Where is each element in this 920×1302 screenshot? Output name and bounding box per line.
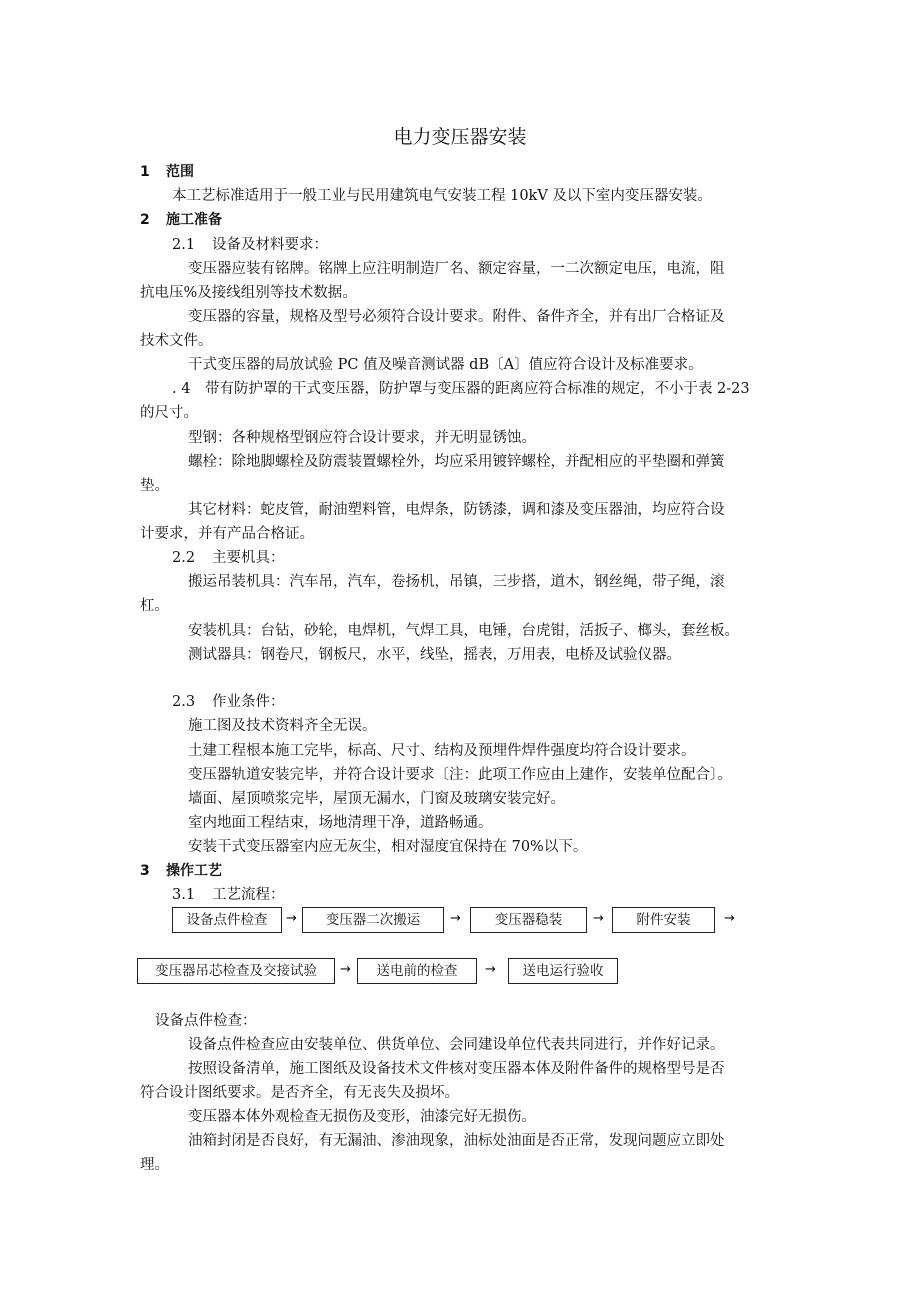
subsection-3-1	[172, 885, 285, 905]
document-title: 电力变压器安装	[393, 126, 527, 148]
section-3-heading	[140, 861, 222, 881]
paragraph-line: . 4 带有防护罩的干式变压器，防护罩与变压器的距离应符合标准的规定，不小于表 2-23	[172, 381, 750, 397]
paragraph-line: 抗电压%及接线组别等技术数据。	[140, 285, 357, 301]
subsection-2-2	[172, 548, 285, 568]
flow-arrow-icon: →	[485, 962, 496, 977]
paragraph-line: 变压器应装有铭牌。铭牌上应注明制造厂名、额定容量，一二次额定电压，电流，阻	[188, 261, 725, 277]
flow-step-accessory-install: 附件安装	[612, 907, 715, 933]
paragraph-line: 螺栓：除地脚螺栓及防震装置螺栓外，均应采用镀锌螺栓，并配相应的平垫圈和弹簧	[188, 454, 725, 470]
paragraph-line: 型钢：各种规格型钢应符合设计要求，并无明显锈蚀。	[188, 430, 536, 446]
paragraph-line: 测试器具：钢卷尺，钢板尺，水平，线坠，摇表，万用表，电桥及试验仪器。	[188, 647, 681, 663]
paragraph-line: 按照设备清单，施工图纸及设备技术文件核对变压器本体及附件备件的规格型号是否	[188, 1061, 725, 1077]
flow-arrow-icon: →	[593, 911, 604, 926]
subsection-2-1-number: 2.1	[172, 237, 196, 253]
paragraph-line: 土建工程根本施工完毕，标高、尺寸、结构及预埋件焊件强度均符合设计要求。	[188, 743, 696, 759]
paragraph-line: 杠。	[140, 598, 169, 614]
section-1-number: 1	[140, 164, 150, 180]
section-2-heading	[140, 210, 222, 230]
section-3-title: 操作工艺	[166, 863, 222, 879]
subsection-2-3	[172, 692, 285, 712]
paragraph-line: 变压器轨道安装完毕，并符合设计要求〔注：此项工作应由上建作，安装单位配合〕。	[188, 767, 732, 783]
paragraph-line: 变压器的容量，规格及型号必须符合设计要求。附件、备件齐全，并有出厂合格证及	[188, 309, 725, 325]
paragraph-line: 符合设计图纸要求。是否齐全，有无丧失及损坏。	[140, 1085, 459, 1101]
paragraph-line: 油箱封闭是否良好，有无漏油、渗油现象，油标处油面是否正常，发现问题应立即处	[188, 1133, 725, 1149]
subsection-2-2-label: 主要机具：	[212, 550, 285, 566]
flow-arrow-icon: →	[340, 962, 351, 977]
flow-arrow-icon: →	[286, 911, 297, 926]
paragraph-line: 计要求，并有产品合格证。	[140, 526, 314, 542]
paragraph-line: 技术文件。	[140, 333, 213, 349]
paragraph-line: 设备点件检查应由安装单位、供货单位、会同建设单位代表共同进行，并作好记录。	[188, 1037, 725, 1053]
subsection-2-3-label: 作业条件：	[212, 694, 285, 710]
flow-step-secondary-transport: 变压器二次搬运	[302, 907, 444, 933]
equipment-check-heading: 设备点件检查：	[155, 1013, 257, 1029]
section-2-number: 2	[140, 212, 150, 228]
paragraph-line: 变压器本体外观检查无损伤及变形，油漆完好无损伤。	[188, 1109, 536, 1125]
section-2-title: 施工准备	[166, 212, 222, 228]
flow-step-equipment-check: 设备点件检查	[172, 907, 282, 933]
flow-step-pre-energize-check: 送电前的检查	[357, 958, 477, 984]
subsection-2-2-number: 2.2	[172, 550, 196, 566]
flow-arrow-icon: →	[724, 911, 735, 926]
paragraph-line: 理。	[140, 1157, 169, 1173]
paragraph-line: 室内地面工程结束，场地清理干净，道路畅通。	[188, 815, 493, 831]
paragraph-line: 垫。	[140, 478, 169, 494]
flow-step-core-inspection-test: 变压器吊芯检查及交接试验	[137, 958, 335, 984]
paragraph-line: 干式变压器的局放试验 PC 值及噪音测试器 dB〔A〕值应符合设计及标准要求。	[188, 357, 703, 373]
paragraph-line: 搬运吊装机具：汽车吊，汽车，卷扬机，吊镇，三步搭，道木，钢丝绳，带子绳，滚	[188, 574, 725, 590]
section-1-text: 本工艺标准适用于一般工业与民用建筑电气安装工程 10kV 及以下室内变压器安装。	[172, 188, 712, 204]
flow-step-energize-acceptance: 送电运行验收	[508, 958, 618, 984]
section-1-heading	[140, 162, 194, 182]
flow-arrow-icon: →	[450, 911, 461, 926]
subsection-2-1	[172, 235, 328, 255]
paragraph-line: 的尺寸。	[140, 405, 198, 421]
paragraph-line: 墙面、屋顶喷浆完毕，屋顶无漏水，门窗及玻璃安装完好。	[188, 791, 565, 807]
section-1-title: 范围	[166, 164, 194, 180]
paragraph-line: 施工图及技术资料齐全无误。	[188, 718, 377, 734]
subsection-3-1-number: 3.1	[172, 887, 196, 903]
paragraph-line: 安装机具：台钻，砂轮，电焊机，气焊工具，电锤，台虎钳，活扳子、榔头，套丝板。	[188, 623, 739, 639]
subsection-3-1-label: 工艺流程：	[212, 887, 285, 903]
flow-step-transformer-mounting: 变压器稳装	[470, 907, 587, 933]
paragraph-line: 安装干式变压器室内应无灰尘，相对湿度宜保持在 70%以下。	[188, 839, 588, 855]
paragraph-line: 其它材料：蛇皮管，耐油塑料管，电焊条，防锈漆，调和漆及变压器油，均应符合设	[188, 502, 725, 518]
section-3-number: 3	[140, 863, 150, 879]
subsection-2-3-number: 2.3	[172, 694, 196, 710]
subsection-2-1-label: 设备及材料要求：	[212, 237, 328, 253]
